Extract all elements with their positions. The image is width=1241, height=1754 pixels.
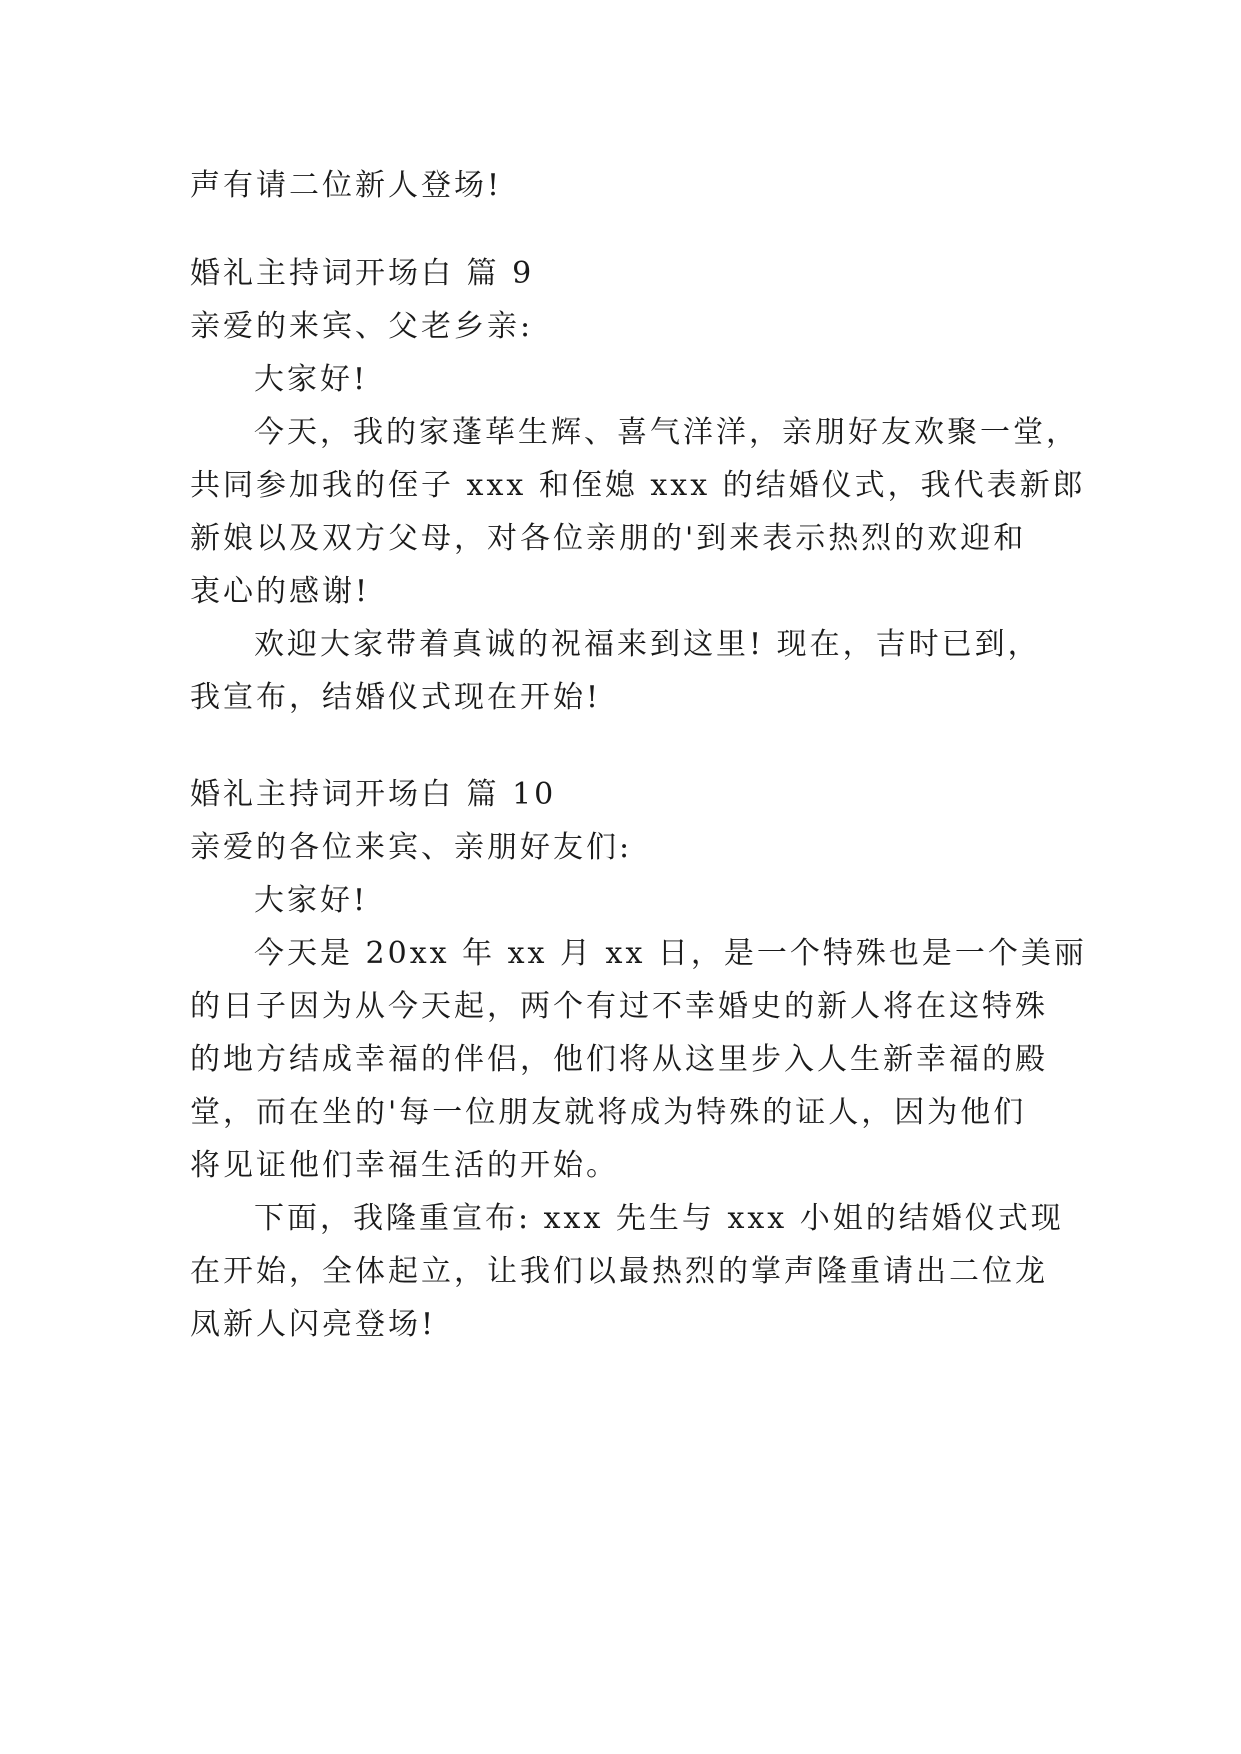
paragraph-line: 我宣布，结婚仪式现在开始! bbox=[190, 680, 602, 715]
paragraph-line: 今天是 20xx 年 xx 月 xx 日，是一个特殊也是一个美丽 bbox=[254, 936, 1087, 971]
paragraph-line: 将见证他们幸福生活的开始。 bbox=[190, 1148, 619, 1183]
greeting-line: 亲爱的各位来宾、亲朋好友们: bbox=[190, 830, 633, 865]
section-heading: 婚礼主持词开场白 篇 10 bbox=[190, 777, 557, 812]
paragraph-line: 新娘以及双方父母，对各位亲朋的'到来表示热烈的欢迎和 bbox=[190, 521, 1027, 556]
paragraph-line: 衷心的感谢! bbox=[190, 574, 371, 609]
greeting-line: 亲爱的来宾、父老乡亲: bbox=[190, 309, 534, 344]
paragraph-line: 凤新人闪亮登场! bbox=[190, 1307, 437, 1342]
section-heading: 婚礼主持词开场白 篇 9 bbox=[190, 256, 535, 291]
paragraph-line: 的日子因为从今天起，两个有过不幸婚史的新人将在这特殊 bbox=[190, 989, 1048, 1024]
paragraph-line: 的地方结成幸福的伴侣，他们将从这里步入人生新幸福的殿 bbox=[190, 1042, 1048, 1077]
paragraph-line: 在开始，全体起立，让我们以最热烈的掌声隆重请出二位龙 bbox=[190, 1254, 1048, 1289]
paragraph-line: 欢迎大家带着真诚的祝福来到这里! 现在，吉时已到， bbox=[254, 627, 1041, 662]
paragraph-line: 共同参加我的侄子 xxx 和侄媳 xxx 的结婚仪式，我代表新郎 bbox=[190, 468, 1086, 503]
paragraph-line: 今天，我的家蓬荜生辉、喜气洋洋，亲朋好友欢聚一堂， bbox=[254, 415, 1079, 450]
paragraph-line: 堂，而在坐的'每一位朋友就将成为特殊的证人，因为他们 bbox=[190, 1095, 1027, 1130]
paragraph-line: 大家好! bbox=[254, 883, 369, 918]
paragraph-line: 声有请二位新人登场! bbox=[190, 168, 503, 203]
paragraph-line: 下面，我隆重宣布: xxx 先生与 xxx 小姐的结婚仪式现 bbox=[254, 1201, 1064, 1236]
paragraph-line: 大家好! bbox=[254, 362, 369, 397]
